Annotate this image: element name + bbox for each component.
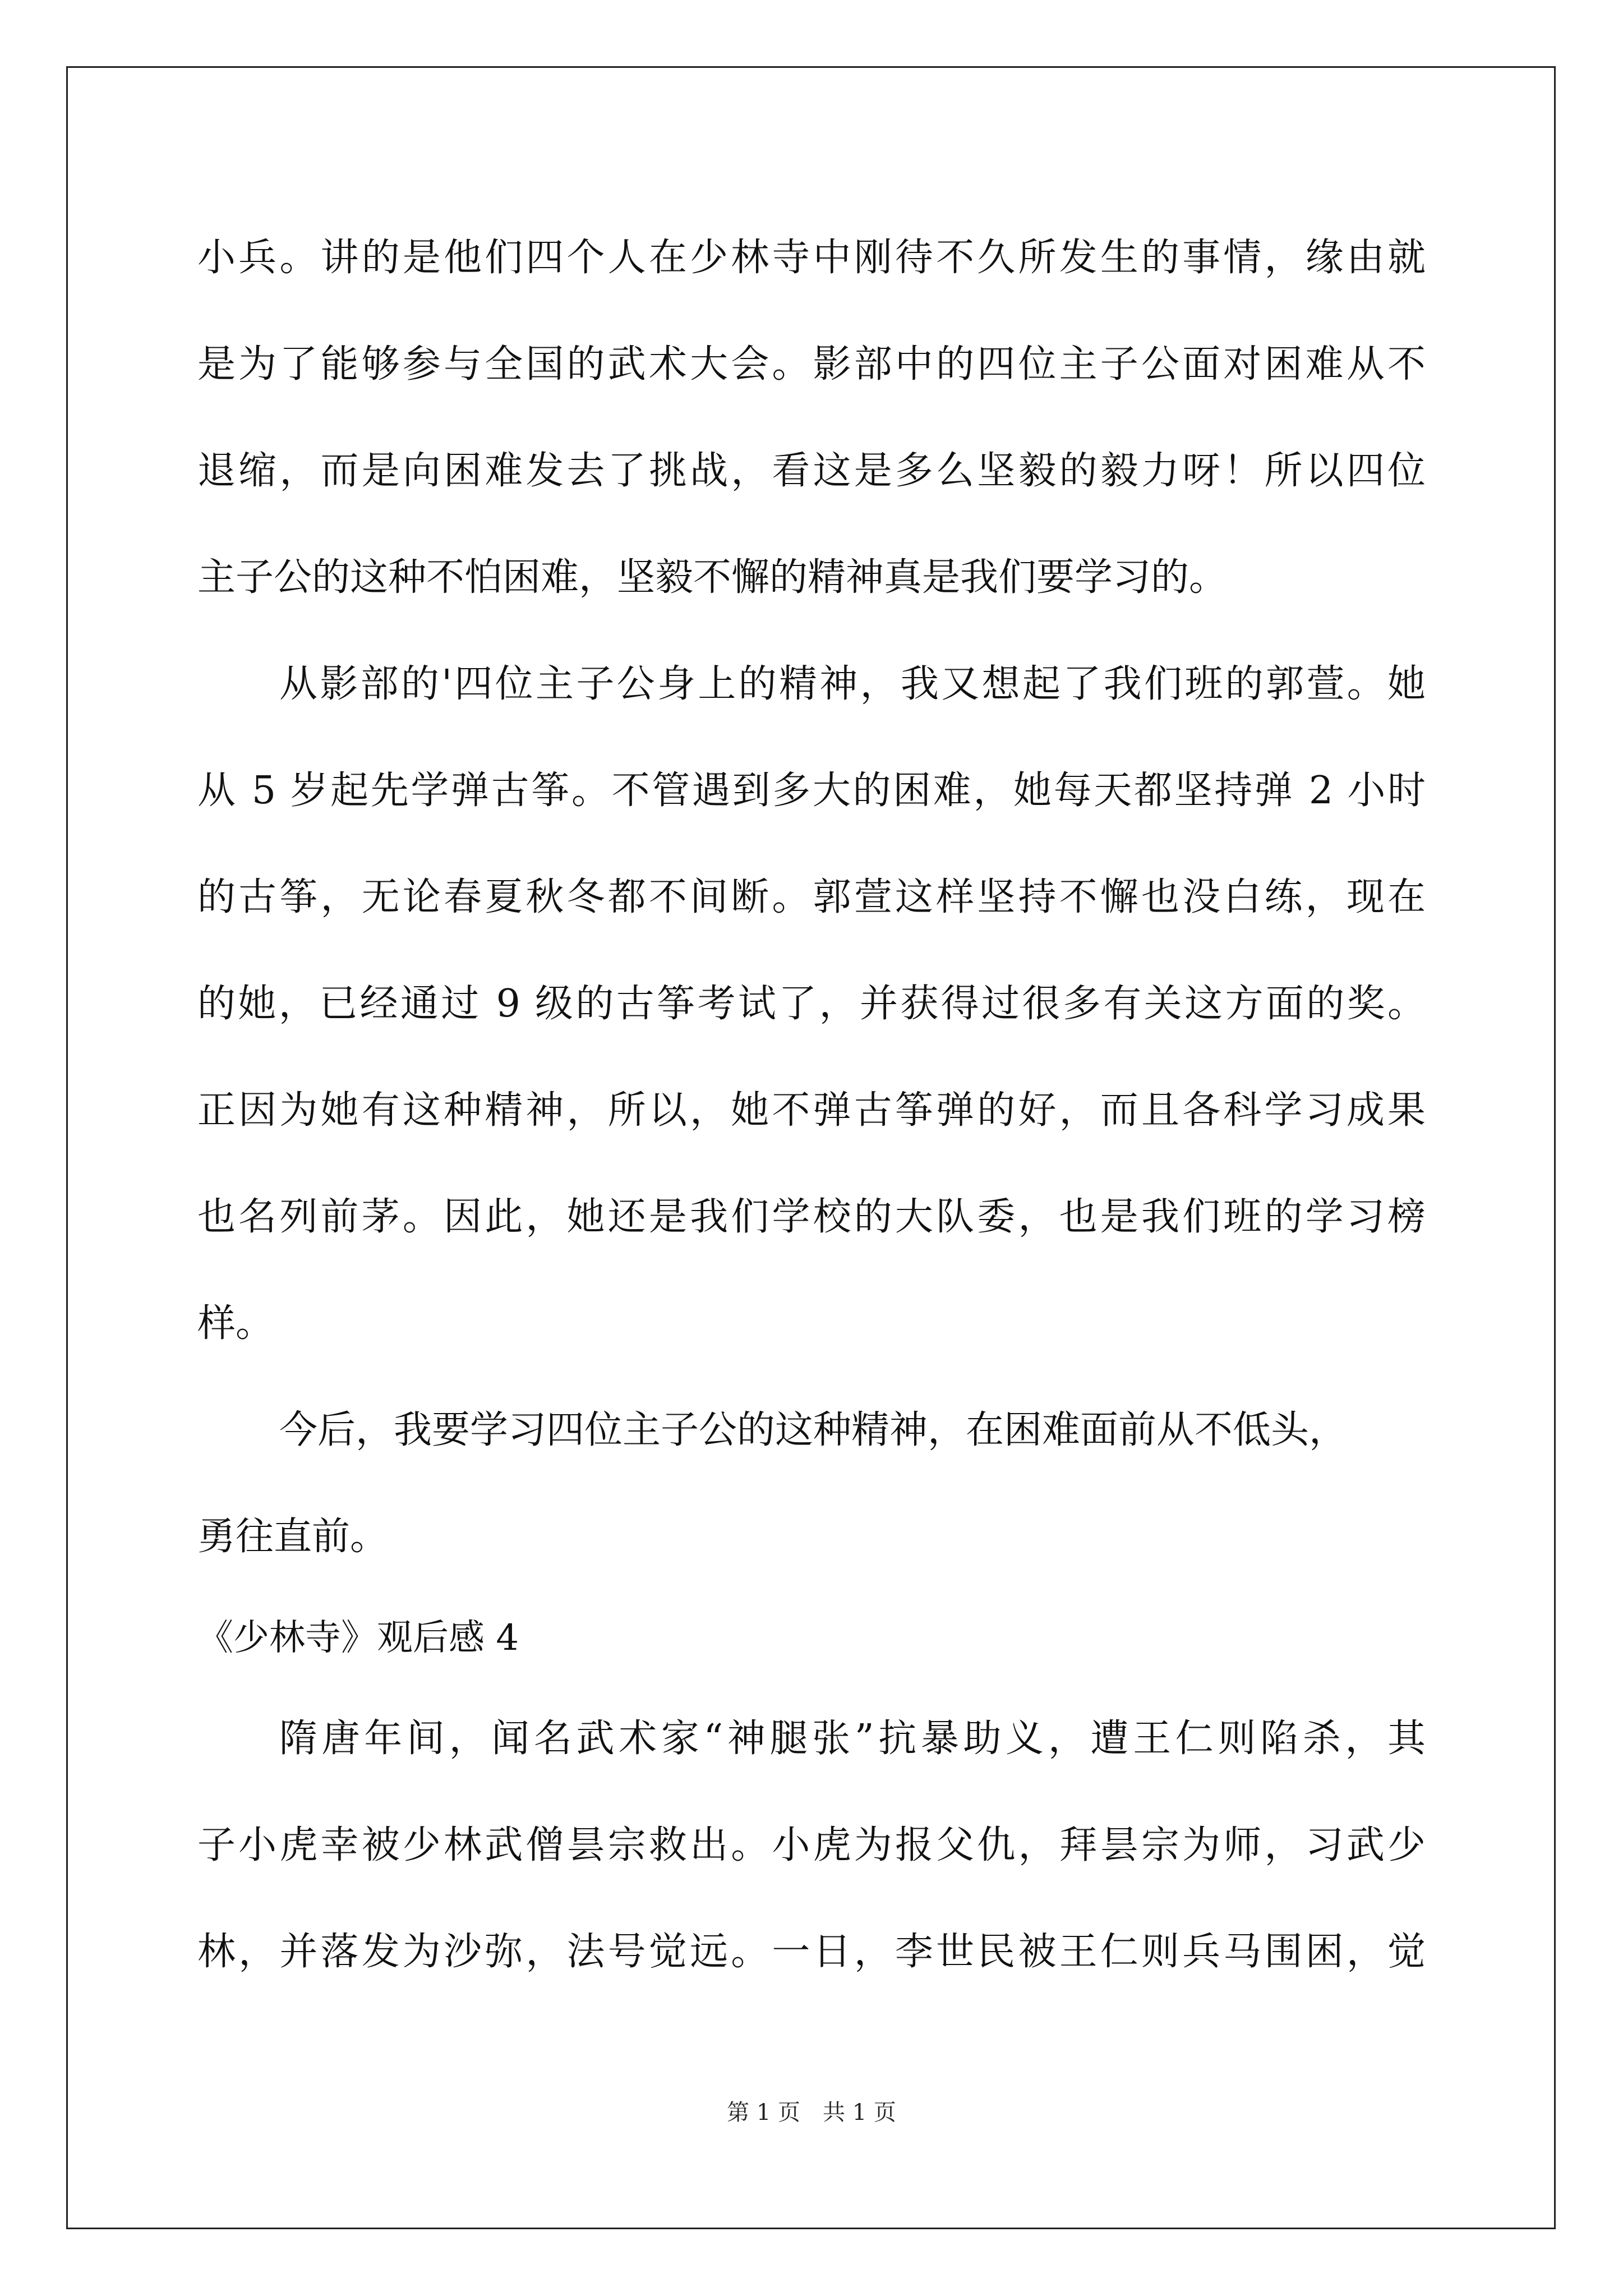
text-line: 林，并落发为沙弥，法号觉远。一日，李世民被王仁则兵马围困，觉 [197,1930,1426,1974]
text-line: 从影部的'四位主子公身上的精神，我又想起了我们班的郭萱。她 [279,662,1426,706]
page-footer: 第 1 页 共 1 页 [727,2100,896,2125]
text-line: 今后，我要学习四位主子公的这种精神，在困难面前从不低头， [279,1408,1348,1452]
text-line: 从 5 岁起先学弹古筝。不管遇到多大的困难，她每天都坚持弹 2 小时 [197,769,1426,813]
text-line: 主子公的这种不怕困难，坚毅不懈的精神真是我们要学习的。 [197,555,1228,600]
text-line: 退缩，而是向困难发去了挑战，看这是多么坚毅的毅力呀！所以四位 [197,449,1426,493]
text-line: 是为了能够参与全国的武术大会。影部中的四位主子公面对困难从不 [197,342,1426,386]
text-line: 的古筝，无论春夏秋冬都不间断。郭萱这样坚持不懈也没白练，现在 [197,875,1426,919]
text-line: 正因为她有这种精神，所以，她不弹古筝弹的好，而且各科学习成果 [197,1088,1426,1133]
text-line: 子小虎幸被少林武僧昙宗救出。小虎为报父仇，拜昙宗为师，习武少 [197,1823,1426,1867]
text-line: 隋唐年间，闻名武术家“神腿张”抗暴助义，遭王仁则陷杀，其 [279,1717,1426,1761]
text-line: 小兵。讲的是他们四个人在少林寺中刚待不久所发生的事情，缘由就 [197,236,1426,280]
text-line: 也名列前茅。因此，她还是我们学校的大队委，也是我们班的学习榜 [197,1195,1426,1239]
text-line: 勇往直前。 [197,1515,389,1559]
text-line: 样。 [197,1301,274,1346]
section-heading: 《少林寺》观后感 4 [197,1617,519,1659]
text-line: 的她，已经通过 9 级的古筝考试了，并获得过很多有关这方面的奖。 [197,982,1426,1026]
